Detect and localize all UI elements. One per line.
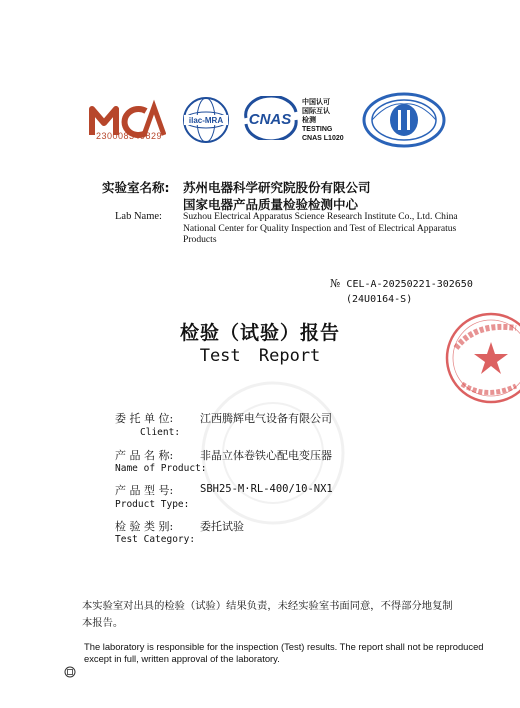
report-number-value: CEL-A-20250221-302650: [346, 279, 473, 290]
client-label-en: Client:: [140, 427, 181, 438]
cnas-line: 检测: [302, 117, 316, 124]
product-type-label-cn: 产 品 型 号:: [115, 484, 174, 497]
footer-mark-icon: [64, 666, 76, 678]
lab-name-en: Suzhou Electrical Apparatus Science Research Institute Co., Ltd. China National Center for Quality Inspection and Test of Electrical Apparatus Products: [183, 211, 458, 246]
cnas-logo-icon: [240, 96, 300, 140]
cnas-accreditation-text: [302, 98, 344, 143]
number-symbol: №: [330, 277, 341, 290]
product-type-label-en: Product Type:: [115, 499, 190, 510]
test-category-label-en: Test Category:: [115, 534, 196, 545]
cnas-line: CNAS L1020: [302, 135, 344, 142]
report-title-cn: 检验（试验）报告: [179, 322, 340, 344]
client-label-cn: 委 托 单 位:: [115, 412, 174, 425]
disclaimer-cn: 本实验室对出具的检验（试验）结果负责，未经实验室书面同意，不得部分地复制本报告。: [82, 600, 453, 629]
product-type-value: SBH25-M·RL-400/10-NX1: [200, 483, 333, 495]
cnas-line: 中国认可: [302, 99, 330, 106]
cma-number: 230008349829: [95, 131, 163, 141]
product-name-value: 非晶立体卷铁心配电变压器: [200, 449, 332, 462]
disclaimer-en: The laboratory is responsible for the inspection (Test) results. The report shall not be reproduced except in full, written approval of the laboratory.: [84, 641, 484, 664]
ilac-text: ilac-MRA: [188, 116, 224, 125]
lab-name-label-en: Lab Name:: [115, 211, 162, 222]
report-number: [330, 276, 473, 307]
cnas-line: 国际互认: [302, 108, 330, 115]
cnas-line: TESTING: [302, 126, 333, 133]
report-title-en: Test Report: [199, 346, 321, 366]
test-category-value: 委托试验: [200, 520, 244, 533]
ilac-mra-logo-icon: [178, 96, 234, 144]
product-name-label-en: Name of Product:: [115, 463, 207, 474]
inspection-seal-logo-icon: [362, 92, 446, 148]
product-name-label-cn: 产 品 名 称:: [115, 449, 174, 462]
test-category-label-cn: 检 验 类 别:: [115, 520, 174, 533]
lab-name-cn-line1: 苏州电器科学研究院股份有限公司: [183, 180, 371, 195]
lab-name-label-cn: 实验室名称:: [102, 180, 170, 195]
lab-name-cn-line2: 国家电器产品质量检验检测中心: [183, 197, 359, 212]
report-number-sub: (24U0164-S): [346, 294, 413, 305]
client-value: 江西腾辉电气设备有限公司: [200, 412, 332, 425]
cnas-word: CNAS: [248, 111, 292, 128]
